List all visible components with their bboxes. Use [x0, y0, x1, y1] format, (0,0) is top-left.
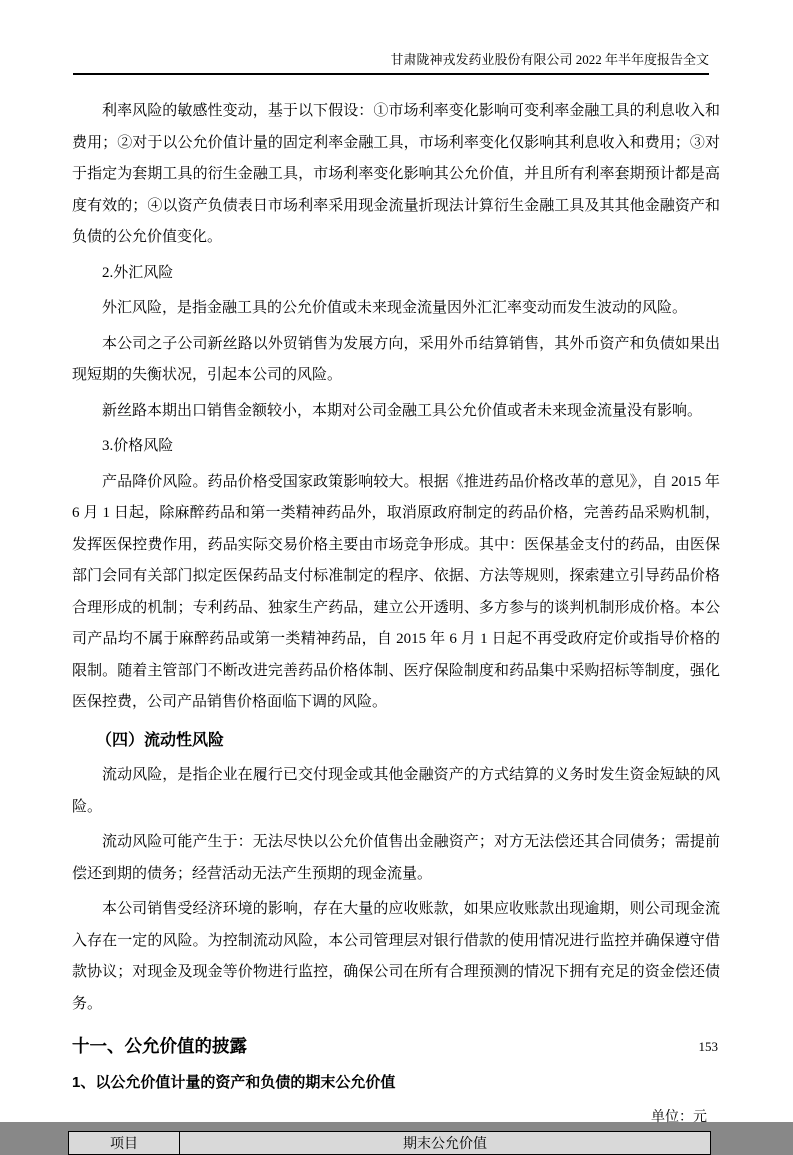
body-paragraph-price-risk: 产品降价风险。药品价格受国家政策影响较大。根据《推进药品价格改革的意见》，自 2015 年 6 月 1 日起，除麻醉药品和第一类精神药品外，取消原政府制定的药品价格，完善药品采购机制，发挥医保控费作用，药品实际交易价格主要由市场竞争形成。其中：医保基金支付的药品，由医保部门会同有关部门拟定医保药品支付标准制定的程序、依据、方法等规则，探索建立引导药品价格合理形成的机制；专利药品、独家生产药品，建立公开透明、多方参与的谈判机制形成价格。本公司产品均不属于麻醉药品或第一类精神药品，自 2015 年 6 月 1 日起不再受政府定价或指导价格的限制。随着主管部门不断改进完善药品价格体制、医疗保险制度和药品集中采购招标等制度，强化医保控费，公司产品销售价格面临下调的风险。 [72, 473, 720, 710]
running-header [73, 52, 709, 75]
table-header-item: 项目 [69, 1132, 180, 1155]
page-body [72, 96, 720, 1155]
body-paragraph-liquidity-definition: 流动风险，是指企业在履行已交付现金或其他金融资产的方式结算的义务时发生资金短缺的风险。 [72, 767, 720, 815]
section-heading-liquidity-risk: （四）流动性风险 [96, 731, 225, 749]
table-header-row [69, 1132, 711, 1155]
section-label-price-risk: 3.价格风险 [102, 438, 174, 454]
fair-value-table [68, 1131, 711, 1155]
body-paragraph-fx-subsidiary: 本公司之子公司新丝路以外贸销售为发展方向，采用外币结算销售，其外币资产和负债如果出现短期的失衡状况，引起本公司的风险。 [72, 335, 720, 383]
subsection-heading-fair-value-assets: 1、以公允价值计量的资产和负债的期末公允价值 [72, 1074, 396, 1091]
body-paragraph-fx-definition: 外汇风险，是指金融工具的公允价值或未来现金流量因外汇汇率变动而发生波动的风险。 [102, 300, 688, 316]
page-number: 153 [698, 1039, 718, 1054]
body-paragraph-interest-rate-assumptions: 利率风险的敏感性变动，基于以下假设：①市场利率变化影响可变利率金融工具的利息收入和费用；②对于以公允价值计量的固定利率金融工具，市场利率变化仅影响其利息收入和费用；③对于指定为套期工具的衍生金融工具，市场利率变化影响其公允价值，并且所有利率套期预计都是高度有效的；④以资产负债表日市场利率采用现金流量折现法计算衍生金融工具及其其他金融资产和负债的公允价值变化。 [72, 103, 720, 245]
section-label-fx-risk: 2.外汇风险 [102, 264, 174, 281]
report-title: 甘肃陇神戎发药业股份有限公司 2022 年半年度报告全文 [390, 52, 709, 67]
body-paragraph-fx-impact: 新丝路本期出口销售金额较小，本期对公司金融工具公允价值或者未来现金流量没有影响。 [102, 402, 703, 419]
chapter-heading-fair-value-disclosure: 十一、公允价值的披露 [72, 1036, 247, 1056]
table-header-fair-value: 期末公允价值 [180, 1132, 711, 1155]
body-paragraph-liquidity-sources: 流动风险可能产生于：无法尽快以公允价值售出金融资产；对方无法偿还其合同债务；需提前偿还到期的债务；经营活动无法产生预期的现金流量。 [72, 834, 720, 882]
unit-label: 单位：元 [651, 1110, 707, 1125]
body-paragraph-liquidity-control: 本公司销售受经济环境的影响，存在大量的应收账款，如果应收账款出现逾期，则公司现金流入存在一定的风险。为控制流动风险，本公司管理层对银行借款的使用情况进行监控并确保遵守借款协议；对现金及现金等价物进行监控，确保公司在所有合理预测的情况下拥有充足的资金偿还债务。 [72, 901, 720, 1012]
